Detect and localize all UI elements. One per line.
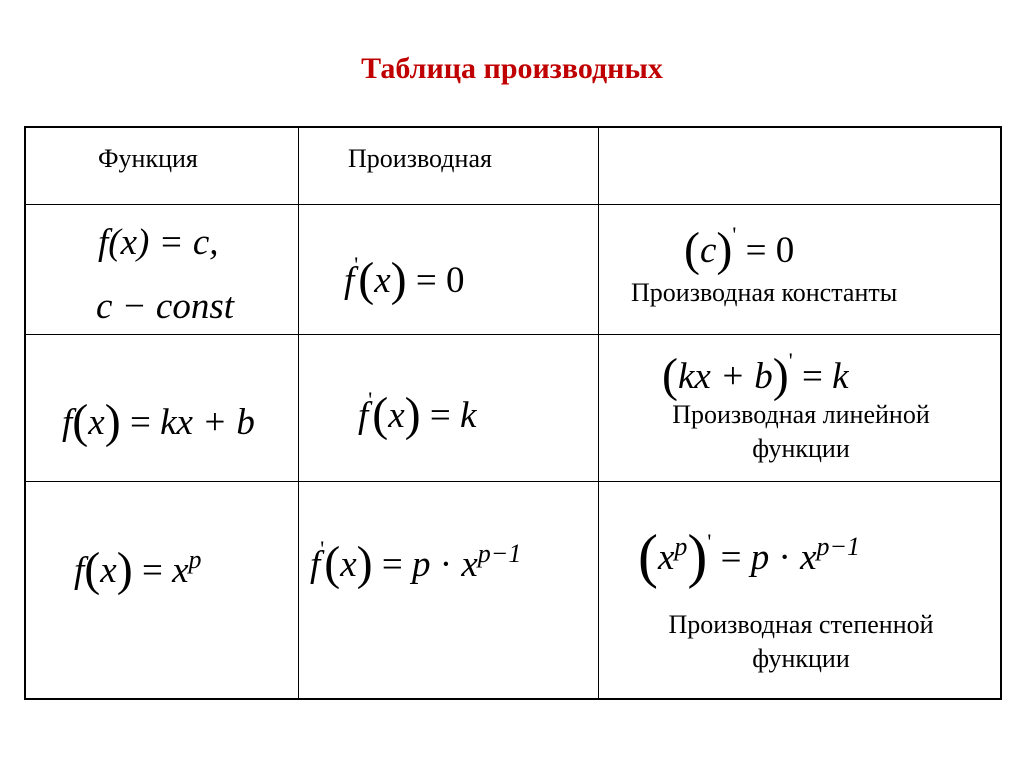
description-linear: Производная линейной функции: [672, 400, 930, 464]
rule-linear: (kx + b)' = k: [662, 348, 849, 402]
description-power-line1: Производная степенной: [668, 610, 934, 639]
column-divider: [598, 128, 599, 698]
derivative-power: $f'(x) = p \cdot x^{p-1}$: [310, 536, 522, 590]
description-power-line2: функции: [752, 644, 850, 674]
header-function: Функция: [98, 144, 198, 173]
derivative-constant: f'(x) = 0: [344, 252, 465, 306]
function-power: $f(x) = x^p$: [74, 543, 202, 596]
function-constant-line1: f(x) = c,: [98, 222, 219, 263]
rule-power: $(x^p)' = p \cdot x^{p-1}$: [638, 523, 861, 589]
column-divider: [298, 128, 299, 698]
function-linear: f(x) = kx + b: [62, 395, 255, 448]
row-divider: [26, 334, 1000, 335]
derivative-linear: f'(x) = k: [358, 387, 477, 441]
row-divider: [26, 481, 1000, 482]
description-constant: Производная константы: [631, 278, 898, 307]
row-divider: [26, 204, 1000, 205]
page-title: Таблица производных: [361, 52, 663, 85]
rule-constant: (c)' = 0: [684, 222, 795, 276]
description-power: [624, 608, 978, 677]
header-derivative: Производная: [348, 144, 492, 173]
derivatives-table: [24, 126, 1002, 700]
function-constant-line2: c − const: [96, 286, 234, 327]
